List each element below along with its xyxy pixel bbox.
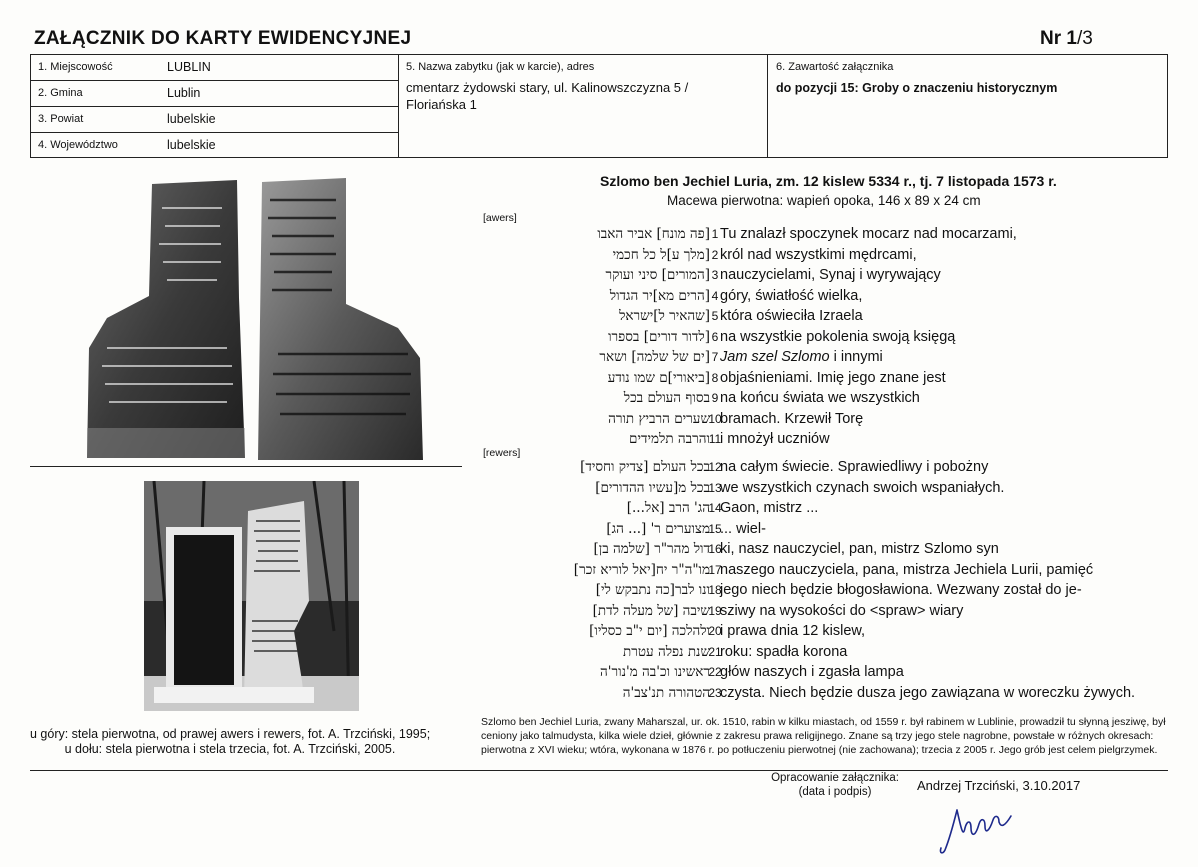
hebrew-cell bbox=[470, 520, 710, 541]
hebrew-cell bbox=[470, 684, 710, 705]
table-divider-1 bbox=[398, 54, 399, 158]
photo-separator bbox=[30, 466, 462, 467]
translation-text: ki, nasz nauczyciel, pan, mistrz Szlomo syn bbox=[720, 541, 999, 557]
translation-text: nauczycielami, Synaj i wyrywający bbox=[720, 267, 941, 283]
polish-translation bbox=[720, 288, 862, 304]
line-number: 13 bbox=[708, 480, 722, 495]
field-miejscowosc-label: 1. Miejscowość bbox=[38, 61, 113, 73]
inscription-row bbox=[470, 288, 1150, 308]
hebrew-cell bbox=[470, 459, 710, 479]
translation-text: sziwy na wysokości do <spraw> wiary bbox=[720, 602, 964, 619]
field-powiat-label: 3. Powiat bbox=[38, 113, 84, 125]
hebrew-text: דול מהר"ר [שלמה בן] bbox=[593, 541, 710, 557]
translation-text: góry, światłość wielka, bbox=[720, 287, 863, 304]
inscription-row bbox=[470, 582, 1150, 602]
caption-line-2: u dołu: stela pierwotna i stela trzecia, fot. A. Trzciński, 2005. bbox=[64, 742, 396, 756]
translation-text: Tu znalazł spoczynek mocarz nad mocarzami, bbox=[720, 226, 1017, 242]
polish-translation bbox=[720, 664, 904, 680]
inscription-row bbox=[470, 644, 1150, 664]
inscription-row bbox=[470, 308, 1150, 328]
hebrew-cell bbox=[470, 582, 710, 602]
hebrew-text: שנת נפלה עטרת bbox=[623, 643, 710, 660]
inscription-row bbox=[470, 685, 1150, 705]
translation-text: roku: spadła korona bbox=[720, 643, 848, 660]
line-number: 17 bbox=[708, 562, 722, 577]
polish-translation bbox=[720, 480, 1004, 496]
document-number-value: Nr 1 bbox=[1040, 28, 1077, 49]
hebrew-text: מו"ה"ר יח[יאל לוריא זכר] bbox=[573, 561, 710, 578]
hebrew-cell bbox=[470, 390, 710, 410]
polish-translation bbox=[720, 329, 955, 345]
polish-translation bbox=[720, 685, 1135, 701]
hebrew-text: בכל מ[עשיו ההדורים] bbox=[595, 479, 710, 496]
field-gmina-value: Lublin bbox=[167, 86, 201, 100]
hebrew-cell bbox=[470, 602, 710, 623]
photo-stele bbox=[144, 481, 359, 711]
inscription-row bbox=[470, 541, 1150, 561]
translation-text: bramach. Krzewił Torę bbox=[720, 410, 864, 427]
translation-text: i mnożył uczniów bbox=[720, 431, 830, 447]
polish-translation bbox=[720, 226, 1017, 242]
hebrew-cell bbox=[470, 246, 710, 267]
polish-translation bbox=[720, 623, 865, 639]
line-number: 4 bbox=[711, 288, 719, 303]
translation-text: objaśnieniami. Imię jego znane jest bbox=[720, 369, 946, 386]
line-number: 23 bbox=[708, 685, 722, 700]
polish-translation bbox=[720, 411, 863, 427]
line-number: 18 bbox=[708, 583, 722, 597]
line-number: 8 bbox=[711, 370, 719, 385]
hebrew-text: [מלך ע]ל כל חכמי bbox=[612, 246, 710, 263]
inscription-row bbox=[470, 370, 1150, 390]
table-row-rule-3 bbox=[30, 132, 398, 133]
hebrew-cell bbox=[470, 479, 710, 500]
polish-translation bbox=[720, 582, 1082, 598]
hebrew-cell bbox=[470, 226, 710, 246]
hebrew-text: [פה מונח] אביר האבו bbox=[597, 226, 710, 242]
hebrew-text: בסוף העולם בכל bbox=[623, 390, 710, 406]
line-number: 3 bbox=[711, 268, 719, 282]
inscription-row bbox=[470, 247, 1150, 267]
hebrew-cell bbox=[470, 561, 710, 582]
translation-text: we wszystkich czynach swoich wspaniałych. bbox=[720, 479, 1005, 496]
hebrew-text: מצוערים ר' [... הג] bbox=[606, 520, 710, 537]
hebrew-cell bbox=[470, 369, 710, 390]
field-nazwa-label: 5. Nazwa zabytku (jak w karcie), adres bbox=[406, 61, 595, 73]
inscription-row bbox=[470, 329, 1150, 349]
signature-name: Andrzej Trzciński, 3.10.2017 bbox=[917, 778, 1081, 793]
polish-translation bbox=[720, 603, 963, 619]
line-number: 10 bbox=[708, 411, 722, 426]
field-wojewodztwo-label: 4. Województwo bbox=[38, 139, 118, 151]
hebrew-text: [הרים מא]יר הגדול bbox=[609, 287, 710, 304]
inscription-row bbox=[470, 500, 1150, 520]
table-top-rule bbox=[30, 54, 1168, 55]
field-gmina-label: 2. Gmina bbox=[38, 87, 83, 99]
line-number: 1 bbox=[711, 227, 719, 241]
field-nazwa-line1: cmentarz żydowski stary, ul. Kalinowszczyzna 5 / bbox=[406, 80, 689, 95]
polish-translation bbox=[720, 267, 941, 283]
inscription-row bbox=[470, 459, 1150, 479]
caption-line-1: u góry: stela pierwotna, od prawej awers i rewers, fot. A. Trzciński, 1995; bbox=[30, 727, 431, 741]
line-number: 7 bbox=[711, 350, 719, 364]
hebrew-text: [ים של שלמה] ושאר bbox=[599, 349, 710, 365]
hebrew-text: הג' הרב [אל...] bbox=[626, 500, 710, 516]
hebrew-text: [לדור דורים] בספרו bbox=[608, 328, 710, 345]
line-number: 16 bbox=[708, 542, 722, 556]
hebrew-cell bbox=[470, 287, 710, 308]
signature-label-2: (data i podpis) bbox=[798, 786, 872, 798]
translation-text: czysta. Niech będzie dusza jego zawiązana w woreczku żywych. bbox=[720, 684, 1136, 701]
hebrew-cell bbox=[470, 349, 710, 369]
line-number: 12 bbox=[708, 460, 722, 474]
line-number: 9 bbox=[711, 391, 719, 405]
hebrew-cell bbox=[470, 623, 710, 643]
translation-text: na całym świecie. Sprawiedliwy i pobożny bbox=[720, 459, 989, 475]
signature-label-1: Opracowanie załącznika: bbox=[771, 772, 899, 784]
hebrew-cell bbox=[470, 267, 710, 287]
hebrew-text: ולהלכה [יום י"ב כסליו] bbox=[589, 623, 710, 639]
field-powiat-value: lubelskie bbox=[167, 112, 216, 126]
hebrew-cell bbox=[470, 431, 710, 451]
translation-text: i prawa dnia 12 kislew, bbox=[720, 623, 866, 639]
document-number-total: /3 bbox=[1076, 28, 1093, 49]
hebrew-text: שערים הרביץ תורה bbox=[608, 410, 710, 427]
translation-text: która oświeciła Izraela bbox=[720, 308, 863, 324]
polish-translation bbox=[720, 541, 999, 557]
table-right-rule bbox=[1167, 54, 1168, 158]
hebrew-text: הטהורה תנ'צב'ה bbox=[622, 684, 710, 701]
polish-translation bbox=[720, 308, 863, 324]
line-number: 19 bbox=[708, 603, 722, 618]
hebrew-cell bbox=[470, 541, 710, 561]
line-number: 6 bbox=[711, 329, 719, 344]
document-number bbox=[1040, 28, 1093, 50]
line-number: 15 bbox=[708, 521, 722, 536]
hebrew-text: והרבה תלמידים bbox=[629, 431, 710, 447]
translation-italic: Jam szel Szlomo bbox=[720, 349, 830, 365]
section-awers-label: [awers] bbox=[483, 212, 517, 224]
field-zawartosc-value: do pozycji 15: Groby o znaczeniu historycznym bbox=[776, 81, 1058, 95]
polish-translation bbox=[720, 644, 847, 660]
hebrew-text: ראשינו וכ'בה מ'נור'ה bbox=[600, 664, 710, 680]
translation-text: naszego nauczyciela, pana, mistrza Jechiela Lurii, pamięć bbox=[720, 561, 1094, 578]
photo-awers bbox=[258, 178, 423, 460]
field-miejscowosc-value: LUBLIN bbox=[167, 60, 211, 74]
note-line-1: Szlomo ben Jechiel Luria, zwany Maharszal, ur. ok. 1510, rabin w kilku miastach, od 1559 r. był rabinem w Lublinie, prowadził tu słynną jesziwę, był bbox=[481, 716, 1166, 728]
entry-title: Szlomo ben Jechiel Luria, zm. 12 kislew 5334 r., tj. 7 listopada 1573 r. bbox=[600, 173, 1057, 189]
line-number: 5 bbox=[711, 309, 719, 323]
inscription-row bbox=[470, 623, 1150, 643]
polish-translation bbox=[720, 370, 946, 386]
inscription-row bbox=[470, 267, 1150, 287]
translation-text: głów naszych i zgasła lampa bbox=[720, 664, 904, 680]
table-row-rule-1 bbox=[30, 80, 398, 81]
translation-text: król nad wszystkimi mędrcami, bbox=[720, 246, 917, 263]
note-line-2: ceniony jako talmudysta, kilka wiele dzieł, głównie z zakresu prawa religijnego. Znane są trzy jego stele nagrobne, powstałe w różnych okresach: bbox=[481, 730, 1154, 742]
note-line-3: pierwotna z XVI wieku; wtóra, wykonana w 1876 r. po potłuczeniu pierwotnej (nie zachowana); trzecia z 2005 r. Jego grób jest celem pielgrzymek. bbox=[481, 744, 1158, 756]
polish-translation bbox=[720, 521, 766, 537]
inscription-row bbox=[470, 390, 1150, 410]
section-rewers-label: [rewers] bbox=[483, 447, 521, 459]
entry-subtitle: Macewa pierwotna: wapień opoka, 146 x 89 x 24 cm bbox=[667, 193, 981, 208]
hebrew-cell bbox=[470, 328, 710, 349]
hebrew-cell bbox=[470, 500, 710, 520]
polish-translation bbox=[720, 562, 1093, 578]
hebrew-cell bbox=[470, 410, 710, 431]
line-number: 14 bbox=[708, 501, 722, 515]
table-bottom-rule bbox=[30, 157, 1168, 158]
inscription-row bbox=[470, 226, 1150, 246]
table-divider-2 bbox=[767, 54, 768, 158]
translation-text: na wszystkie pokolenia swoją księgą bbox=[720, 328, 956, 345]
translation-text: na końcu świata we wszystkich bbox=[720, 390, 920, 406]
hebrew-cell bbox=[470, 308, 710, 328]
polish-translation bbox=[720, 500, 818, 516]
line-number: 2 bbox=[711, 247, 719, 262]
inscription-row bbox=[470, 664, 1150, 684]
field-nazwa-line2: Floriańska 1 bbox=[406, 97, 477, 112]
inscription-row bbox=[470, 480, 1150, 500]
polish-translation bbox=[720, 390, 920, 406]
hebrew-text: [שהאיר ל]ישראל bbox=[619, 308, 710, 324]
inscription-row bbox=[470, 603, 1150, 623]
polish-translation bbox=[720, 247, 917, 263]
inscription-row bbox=[470, 521, 1150, 541]
hebrew-text: [המורים] סיני ועוקר bbox=[605, 267, 710, 283]
field-zawartosc-label: 6. Zawartość załącznika bbox=[776, 61, 894, 73]
table-row-rule-2 bbox=[30, 106, 398, 107]
hebrew-text: בכל העולם [צדיק וחסיד] bbox=[580, 459, 710, 475]
translation-text: i innymi bbox=[829, 349, 883, 365]
translation-text: ... wiel- bbox=[720, 520, 766, 537]
handwritten-signature bbox=[935, 798, 1035, 858]
translation-text: jego niech będzie błogosławiona. Wezwany został do je- bbox=[720, 582, 1082, 598]
photo-rewers bbox=[87, 178, 245, 458]
translation-text: Gaon, mistrz ... bbox=[720, 500, 819, 516]
polish-translation bbox=[720, 459, 988, 475]
field-wojewodztwo-value: lubelskie bbox=[167, 138, 216, 152]
inscription-row bbox=[470, 349, 1150, 369]
line-number: 22 bbox=[708, 665, 722, 679]
inscription-row bbox=[470, 431, 1150, 451]
hebrew-cell bbox=[470, 643, 710, 664]
hebrew-text: [ביאורי]ם שמו נודע bbox=[607, 369, 710, 386]
line-number: 11 bbox=[708, 432, 722, 446]
hebrew-text: ונו לבר[כה נתבקש לי] bbox=[595, 582, 710, 598]
hebrew-text: שיבה [של מעלה לדת] bbox=[592, 602, 710, 619]
polish-translation bbox=[720, 431, 830, 447]
bottom-rule bbox=[30, 770, 1168, 771]
hebrew-cell bbox=[470, 664, 710, 684]
line-number: 20 bbox=[708, 624, 722, 638]
inscription-row bbox=[470, 562, 1150, 582]
inscription-row bbox=[470, 411, 1150, 431]
document-title: ZAŁĄCZNIK DO KARTY EWIDENCYJNEJ bbox=[34, 28, 412, 49]
line-number: 21 bbox=[708, 644, 722, 659]
polish-translation bbox=[720, 349, 883, 365]
